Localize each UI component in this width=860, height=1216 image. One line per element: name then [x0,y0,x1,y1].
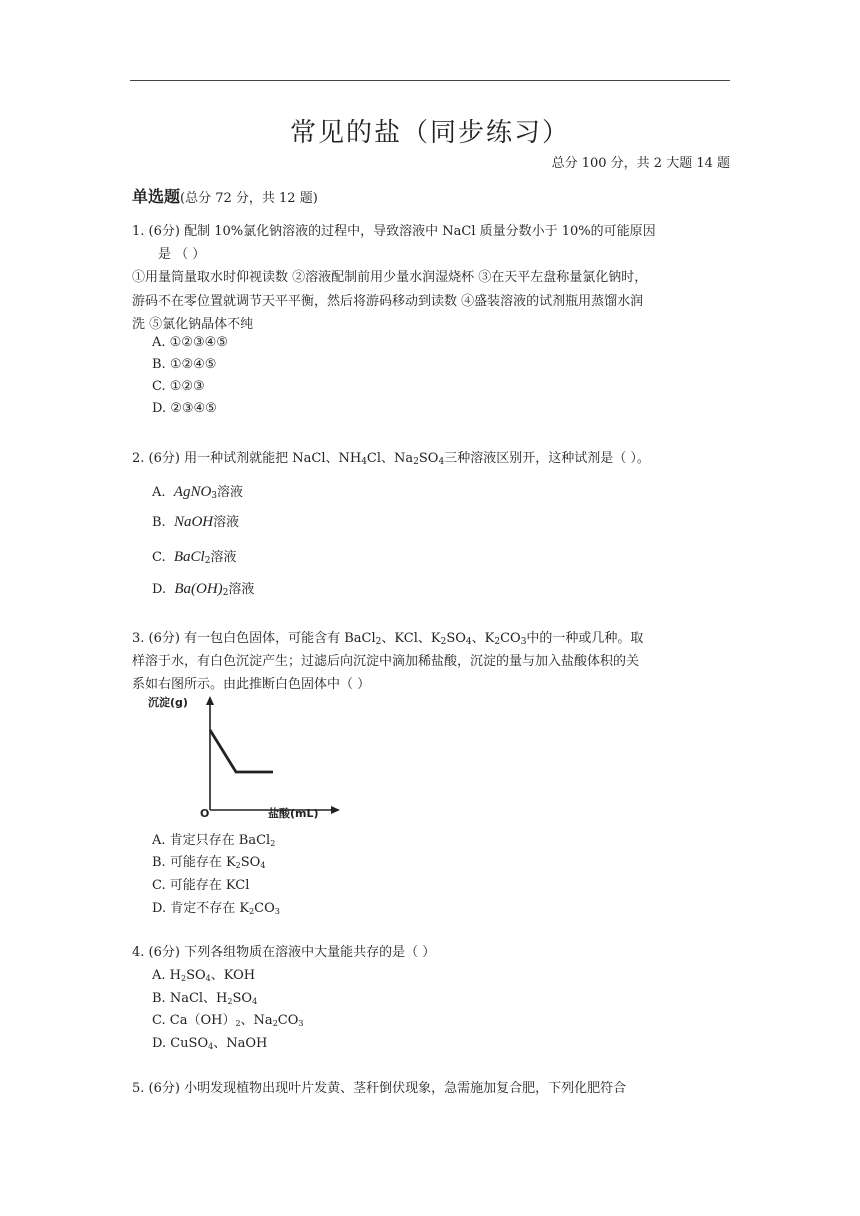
question-text: 、K [471,631,495,646]
option-text: A. 肯定只存在 BaCl [152,833,271,848]
question-1-stem-cont: 是 （ ） [158,247,206,262]
option-text: C. 可能存在 KCl [152,878,250,893]
q1-option-d[interactable]: D. ②③④⑤ [152,401,217,416]
option-text: CO [254,901,275,916]
question-number: 1. [132,224,145,239]
subscript: 3 [211,491,218,501]
subscript: 4 [260,861,266,870]
question-points: (6分) [148,1081,180,1096]
option-formula: NaOH [173,514,214,530]
subscript: 4 [252,997,258,1006]
option-suffix: 溶液 [217,485,244,500]
q4-option-a[interactable] [152,964,255,983]
q3-option-b[interactable] [152,851,265,870]
option-letter: C. [152,550,166,565]
subscript: 2 [249,907,255,916]
option-text: SO [186,968,206,983]
question-text: 有一包白色固体，可能含有 BaCl [184,631,376,646]
subscript: 2 [181,974,187,983]
section-info: (总分 72 分，共 12 题) [180,191,318,206]
header-rule [130,80,730,81]
question-1-detail-1: ①用量筒量取水时仰视读数 ②溶液配制前用少量水润湿烧杯 ③在天平左盘称量氯化钠时， [132,270,648,285]
subscript: 2 [272,1019,278,1028]
subscript: 2 [270,839,276,848]
option-formula: Ba(OH) [174,581,223,597]
option-text: A. H [152,968,181,983]
x-axis-arrow [331,806,340,814]
x-axis-label: 盐酸(mL) [268,807,319,820]
question-text: CO [500,631,521,646]
precipitate-vs-acid-graph [148,692,348,820]
question-3-stem [132,627,643,647]
subscript: 2 [227,997,233,1006]
option-suffix: 溶液 [210,550,237,565]
y-axis-label: 沉淀(g) [148,696,188,709]
option-text: B. NaCl、H [152,991,228,1006]
section-label: 单选题 [132,187,181,206]
subscript: 3 [520,637,527,647]
section-heading [132,184,318,207]
question-1-detail-2: 游码不在零位置就调节天平平衡，然后将游码移动到读数 ④盛装溶液的试剂瓶用蒸馏水润 [132,294,644,309]
question-text: 三种溶液区别开，这种试剂是（ ）。 [444,451,650,466]
option-text: C. Ca（OH） [152,1013,236,1028]
option-text: 、NaOH [213,1036,268,1051]
q4-option-d[interactable] [152,1032,267,1051]
option-formula: BaCl [173,549,205,565]
option-letter: B. [152,515,166,530]
option-text: CO [277,1013,299,1028]
subscript: 4 [361,457,367,467]
subscript: 4 [465,637,472,647]
question-text: 用一种试剂就能把 NaCl、NH [184,451,362,466]
question-points: (6分) [148,631,180,646]
option-text: SO [232,991,253,1006]
subscript: 2 [375,637,382,647]
question-text: 下列各组物质在溶液中大量能共存的是（ ） [184,945,436,960]
subscript: 4 [438,457,445,467]
option-text: 、KOH [210,968,256,983]
question-points: (6分) [148,451,180,466]
subscript: 4 [208,1042,214,1051]
page-title: 常见的盐（同步练习） [289,118,570,148]
question-number: 2. [132,451,145,466]
subscript: 2 [440,637,447,647]
q1-option-c[interactable]: C. ①②③ [152,379,205,394]
question-2-stem [132,447,650,467]
q3-option-a[interactable] [152,829,275,848]
question-5-stem [132,1077,626,1096]
question-text: 小明发现植物出现叶片发黄、茎秆倒伏现象，急需施加复合肥，下列化肥符合 [184,1081,627,1096]
question-text: SO [418,451,439,466]
question-text: 配制 10%氯化钠溶液的过程中，导致溶液中 NaCl 质量分数小于 10%的可能原因 [184,224,656,239]
option-letter: D. [152,582,167,597]
option-text: D. CuSO [152,1036,209,1051]
subscript: 4 [205,974,211,983]
subscript: 3 [274,907,280,916]
question-number: 4. [132,945,145,960]
q1-option-a[interactable]: A. ①②③④⑤ [152,335,228,350]
subscript: 2 [235,1019,241,1028]
q3-option-d[interactable] [152,897,280,916]
option-text: 、Na [240,1013,273,1028]
question-1-detail-3: 洗 ⑤氯化钠晶体不纯 [132,317,254,332]
subscript: 2 [235,861,241,870]
option-text: B. 可能存在 K [152,855,236,870]
question-1-stem [132,220,656,239]
q4-option-c[interactable] [152,1009,303,1028]
q3-option-c[interactable] [152,874,249,893]
origin-label: O [200,807,210,820]
subscript: 2 [494,637,501,647]
question-number: 3. [132,631,145,646]
question-text: 、KCl、K [381,631,441,646]
q2-option-b[interactable] [152,511,239,531]
q2-option-c[interactable] [152,546,236,566]
precipitate-curve [210,730,273,772]
subscript: 2 [413,457,419,467]
question-points: (6分) [148,224,180,239]
option-formula: AgNO [173,484,212,500]
option-suffix: 溶液 [228,582,255,597]
q2-option-a[interactable] [152,481,243,501]
question-text: SO [446,631,466,646]
question-4-stem [132,941,435,960]
q2-option-d[interactable] [152,578,254,598]
option-text: SO [240,855,261,870]
question-text: 中的一种或几种。取 [526,631,644,646]
subscript: 2 [222,588,229,598]
option-text: D. 肯定不存在 K [152,901,250,916]
subscript: 3 [298,1019,304,1028]
question-number: 5. [132,1081,145,1096]
question-3-stem-3: 系如右图所示。由此推断白色固体中（ ） [132,677,371,692]
y-axis-arrow [206,696,214,705]
q4-option-b[interactable] [152,987,257,1006]
option-letter: A. [152,485,166,500]
question-points: (6分) [148,945,180,960]
option-suffix: 溶液 [213,515,240,530]
q1-option-b[interactable]: B. ①②④⑤ [152,357,217,372]
subscript: 2 [204,556,211,566]
score-summary: 总分 100 分，共 2 大题 14 题 [551,156,730,171]
question-text: Cl、Na [366,451,414,466]
question-3-stem-2: 样溶于水，有白色沉淀产生；过滤后向沉淀中滴加稀盐酸，沉淀的量与加入盐酸体积的关 [132,654,640,669]
